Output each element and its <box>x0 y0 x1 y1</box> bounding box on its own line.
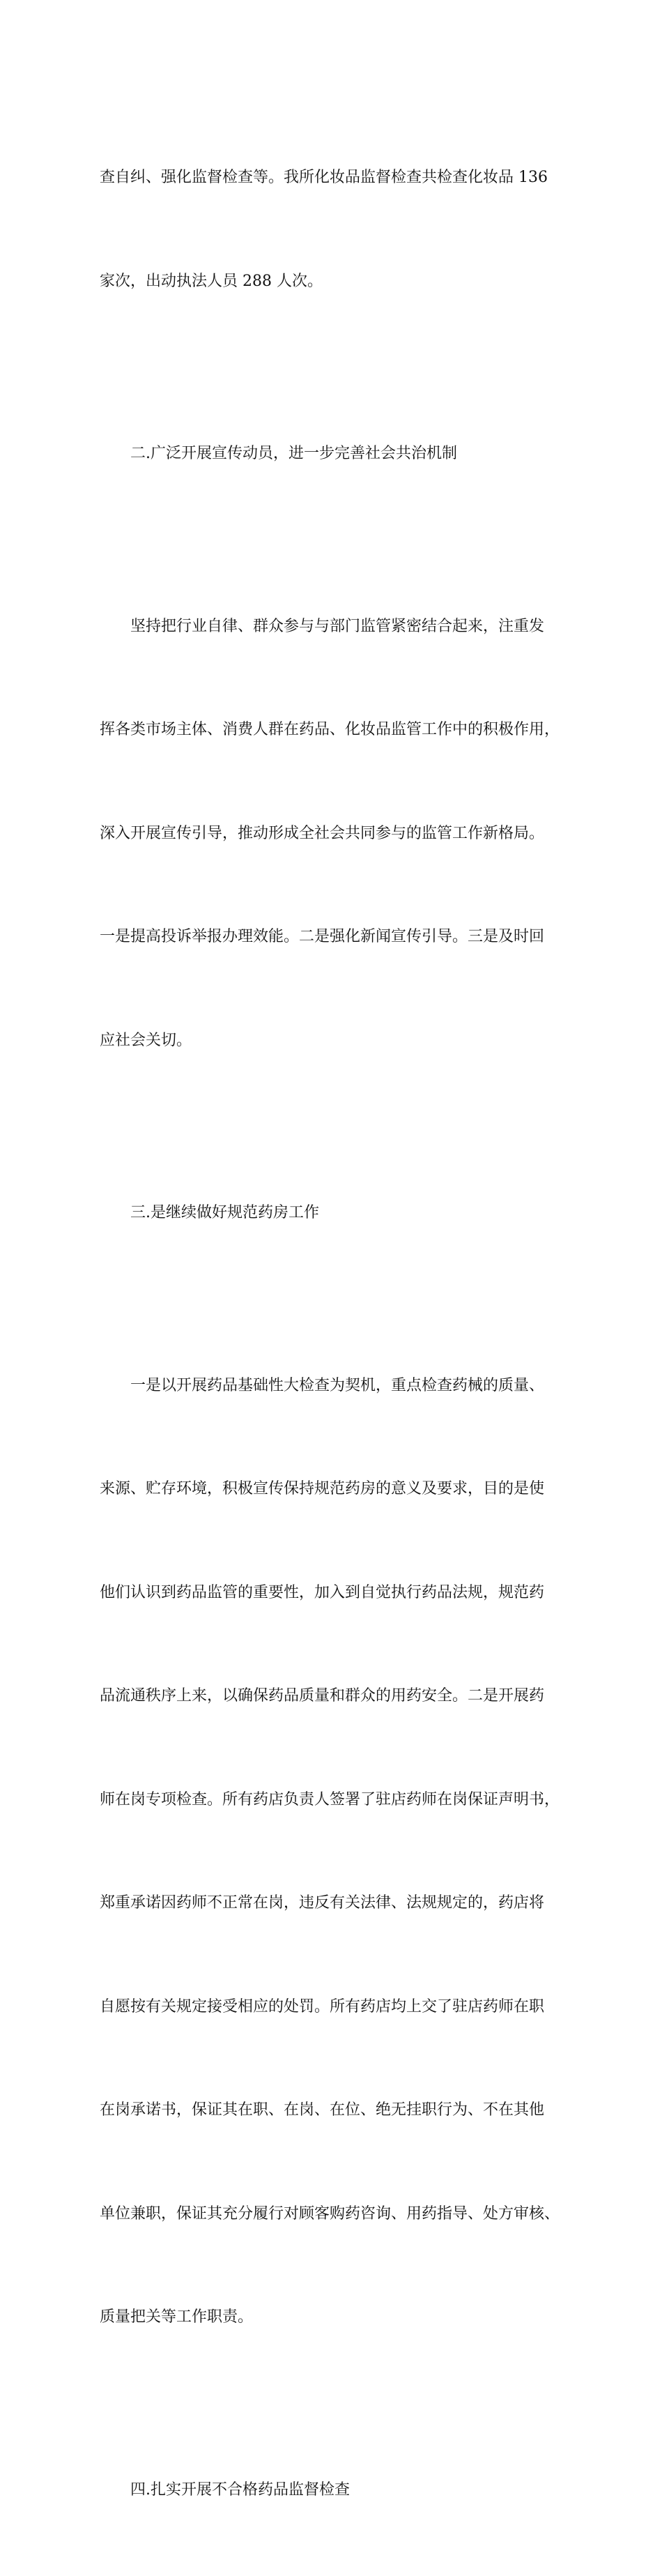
text-line: 家次，出动执法人员 288 人次。 <box>100 264 567 299</box>
text-line: 品流通秩序上来，以确保药品质量和群众的用药安全。二是开展药 <box>100 1679 567 1714</box>
document-page <box>0 0 662 937</box>
text-line: 单位兼职，保证其充分履行对顾客购药咨询、用药指导、处方审核、 <box>100 2197 567 2232</box>
text-line: 一是以开展药品基础性大检查为契机，重点检查药械的质量、 <box>100 1369 567 1403</box>
document-body <box>100 91 567 2576</box>
section-heading-4 <box>100 2404 567 2576</box>
heading-line: 四.扎实开展不合格药品监督检查 <box>100 2473 567 2508</box>
heading-line: 三.是继续做好规范药房工作 <box>100 1196 567 1230</box>
text-line: 一是提高投诉举报办理效能。二是强化新闻宣传引导。三是及时回 <box>100 920 567 954</box>
paragraph-pharmacy-standards <box>100 1300 567 2404</box>
paragraph-social-cogovernance <box>100 540 567 1127</box>
text-line: 在岗承诺书，保证其在职、在岗、在位、绝无挂职行为、不在其他 <box>100 2093 567 2128</box>
text-line: 挥各类市场主体、消费人群在药品、化妆品监管工作中的积极作用， <box>100 712 567 747</box>
text-line: 自愿按有关规定接受相应的处罚。所有药店均上交了驻店药师在职 <box>100 1990 567 2025</box>
text-line: 来源、贮存环境，积极宣传保持规范药房的意义及要求，目的是使 <box>100 1472 567 1507</box>
text-line: 师在岗专项检查。所有药店负责人签署了驻店药师在岗保证声明书， <box>100 1783 567 1817</box>
text-line: 他们认识到药品监管的重要性，加入到自觉执行药品法规，规范药 <box>100 1576 567 1610</box>
text-line: 查自纠、强化监督检查等。我所化妆品监督检查共检查化妆品 136 <box>100 160 567 195</box>
text-line: 质量把关等工作职责。 <box>100 2300 567 2335</box>
text-line: 深入开展宣传引导，推动形成全社会共同参与的监管工作新格局。 <box>100 816 567 851</box>
text-line: 应社会关切。 <box>100 1023 567 1058</box>
section-heading-2 <box>100 367 567 540</box>
heading-line: 二.广泛开展宣传动员，进一步完善社会共治机制 <box>100 436 567 471</box>
paragraph-continuation <box>100 91 567 367</box>
section-heading-3 <box>100 1127 567 1300</box>
text-line: 郑重承诺因药师不正常在岗，违反有关法律、法规规定的，药店将 <box>100 1886 567 1921</box>
text-line: 坚持把行业自律、群众参与与部门监管紧密结合起来，注重发 <box>100 609 567 644</box>
